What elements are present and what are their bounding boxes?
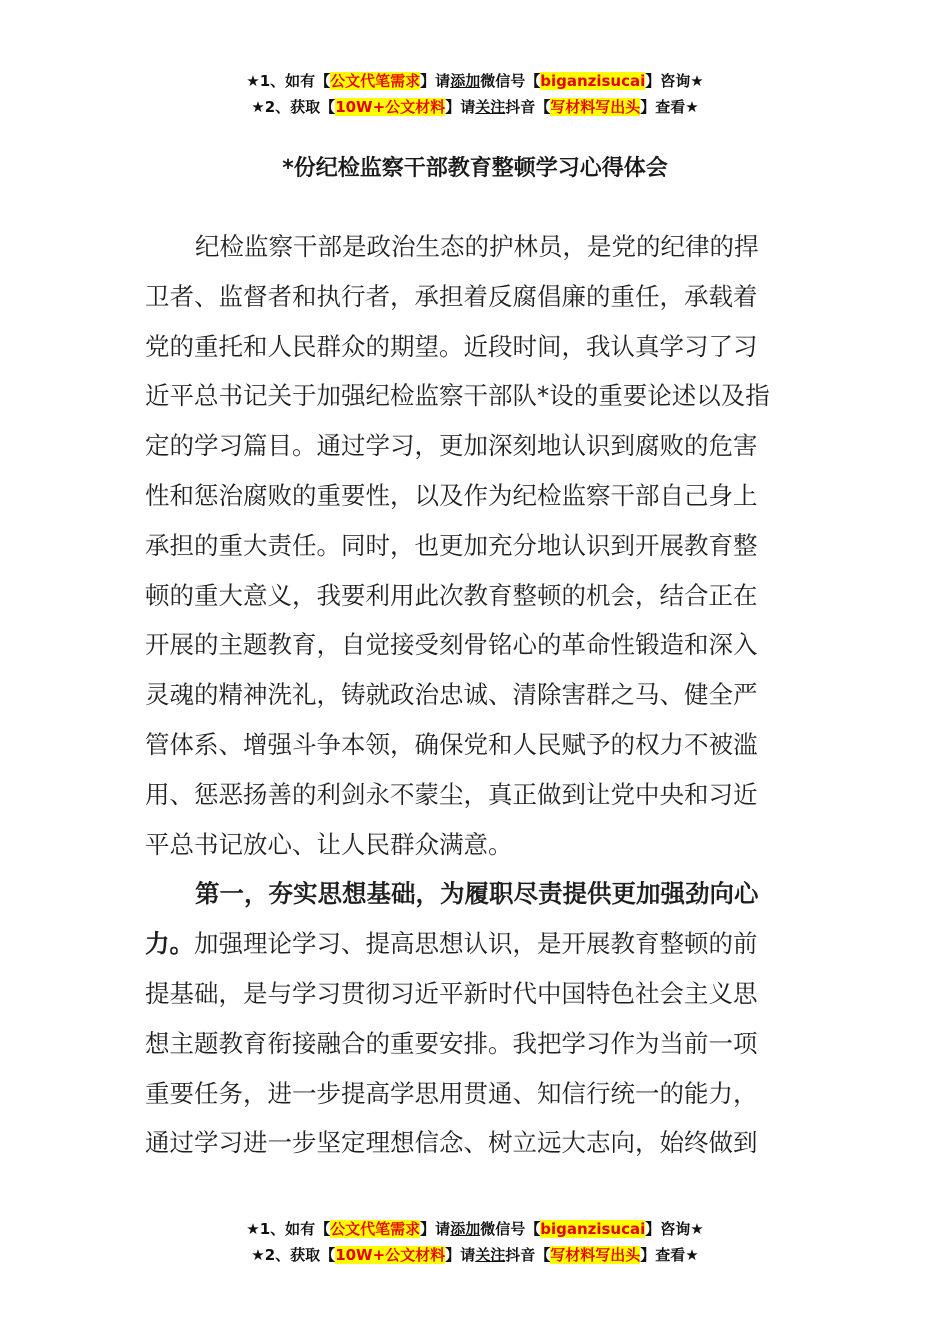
paragraph-line: 近平总书记关于加强纪检监察干部队*设的重要论述以及指 <box>145 381 770 411</box>
underline-follow: 关注 <box>475 1246 506 1264</box>
paragraph-line: 力。加强理论学习、提高思想认识，是开展教育整顿的前 <box>145 929 758 959</box>
paragraph-line: 灵魂的精神洗礼，铸就政治忠诚、清除害群之马、健全严 <box>145 680 758 710</box>
paragraph-line: 承担的重大责任。同时，也更加充分地认识到开展教育整 <box>145 530 758 560</box>
section-heading: 第一，夯实思想基础，为履职尽责提供更加强劲向心 <box>195 879 759 909</box>
paragraph-line: 性和惩治腐败的重要性，以及作为纪检监察干部自己身上 <box>145 480 758 510</box>
paragraph-line: 提基础，是与学习贯彻习近平新时代中国特色社会主义思 <box>145 978 758 1008</box>
paragraph-line: 纪检监察干部是政治生态的护林员，是党的纪律的捍 <box>195 232 759 261</box>
paragraph-line: 顿的重大意义，我要利用此次教育整顿的机会，结合正在 <box>145 580 758 610</box>
section-heading-end: 力。 <box>145 929 194 959</box>
highlight-materials: 10W+公文材料 <box>335 98 446 116</box>
paragraph-line: 党的重托和人民群众的期望。近段时间，我认真学习了习 <box>145 331 758 361</box>
highlight-wechat-id: biganzisucai <box>540 1220 646 1238</box>
underline-add: 添加 <box>450 72 481 90</box>
highlight-materials: 10W+公文材料 <box>335 1246 446 1264</box>
highlight-wechat-id: biganzisucai <box>540 72 646 90</box>
footer-notice <box>0 1216 950 1268</box>
document-body <box>145 222 805 1168</box>
highlight-service: 公文代笔需求 <box>330 72 421 90</box>
notice-line-1: ★1、如有【公文代笔需求】请添加微信号【biganzisucai】咨询★ <box>246 72 704 90</box>
paragraph-line: 想主题教育衔接融合的重要安排。我把学习作为当前一项 <box>145 1028 758 1058</box>
paragraph-line: 平总书记放心、让人民群众满意。 <box>145 829 513 859</box>
notice-line-2: ★2、获取【10W+公文材料】请关注抖音【写材料写出头】查看★ <box>251 98 699 116</box>
highlight-douyin: 写材料写出头 <box>550 98 641 116</box>
underline-follow: 关注 <box>475 98 506 116</box>
paragraph-line: 用、惩恶扬善的利剑永不蒙尘，真正做到让党中央和习近 <box>145 779 758 809</box>
paragraph-line: 卫者、监督者和执行者，承担着反腐倡廉的重任，承载着 <box>145 281 758 311</box>
paragraph-line: 定的学习篇目。通过学习，更加深刻地认识到腐败的危害 <box>145 431 758 461</box>
highlight-douyin: 写材料写出头 <box>550 1246 641 1264</box>
header-notice <box>0 68 950 120</box>
notice-line-1: ★1、如有【公文代笔需求】请添加微信号【biganzisucai】咨询★ <box>246 1220 704 1238</box>
document-title: *份纪检监察干部教育整顿学习心得体会 <box>282 156 668 181</box>
notice-line-2: ★2、获取【10W+公文材料】请关注抖音【写材料写出头】查看★ <box>251 1246 699 1264</box>
paragraph-line: 重要任务，进一步提高学思用贯通、知信行统一的能力， <box>145 1078 758 1108</box>
highlight-service: 公文代笔需求 <box>330 1220 421 1238</box>
paragraph-line: 管体系、增强斗争本领，确保党和人民赋予的权力不被滥 <box>145 729 758 759</box>
underline-add: 添加 <box>450 1220 481 1238</box>
paragraph-line: 开展的主题教育，自觉接受刻骨铭心的革命性锻造和深入 <box>145 630 758 660</box>
paragraph-line: 通过学习进一步坚定理想信念、树立远大志向，始终做到 <box>145 1128 758 1158</box>
